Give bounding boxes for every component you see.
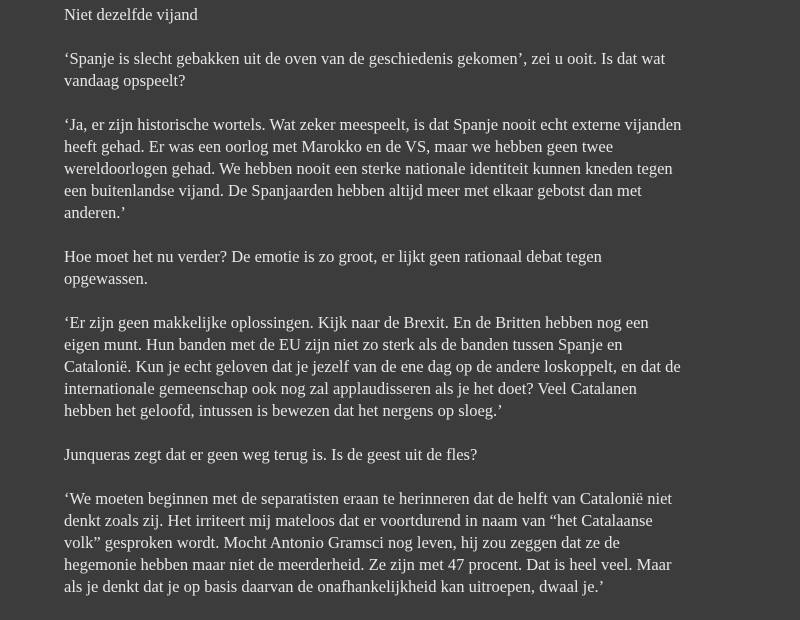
answer-paragraph: ‘Ja, er zijn historische wortels. Wat zeker meespeelt, is dat Spanje nooit echt externe vijanden heeft gehad. Er was een oorlog met Marokko en de VS, maar we hebben geen twee wereldoorlogen gehad. We hebben nooit een sterke nationale identiteit kunnen kneden tegen een buitenlandse vijand. De Spanjaarden hebben altijd meer met elkaar gebotst dan met anderen.’ — [64, 115, 682, 222]
answer-paragraph: ‘Er zijn geen makkelijke oplossingen. Kijk naar de Brexit. En de Britten hebben nog een eigen munt. Hun banden met de EU zijn niet zo sterk als de banden tussen Spanje en Catalonië. Kun je echt geloven dat je jezelf van de ene dag op de andere loskoppelt, en dat de internationale gemeenschap ook nog zal applaudisseren als je het doet? Veel Catalanen hebben het geloofd, intussen is bewezen dat het nergens op sloeg.’ — [64, 313, 681, 420]
question-paragraph: ‘Spanje is slecht gebakken uit de oven van de geschiedenis gekomen’, zei u ooit. Is dat wat vandaag opspeelt? — [64, 49, 666, 90]
article-body — [64, 4, 774, 620]
question-paragraph: Hoe moet het nu verder? De emotie is zo groot, er lijkt geen rationaal debat tegen opgewassen. — [64, 247, 602, 288]
answer-paragraph: ‘We moeten beginnen met de separatisten eraan te herinneren dat de helft van Catalonië niet denkt zoals zij. Het irriteert mij mateloos dat er voortdurend in naam van “het Catalaanse volk” gesproken wordt. Mocht Antonio Gramsci nog leven, hij zou zeggen dat ze de hegemonie hebben maar niet de meerderheid. Ze zijn met 47 procent. Dat is heel veel. Maar als je denkt dat je op basis daarvan de onafhankelijkheid kan uitroepen, dwaal je.’ — [64, 489, 672, 596]
question-paragraph: Junqueras zegt dat er geen weg terug is. Is de geest uit de fles? — [64, 445, 478, 464]
section-heading: Niet dezelfde vijand — [64, 5, 198, 24]
